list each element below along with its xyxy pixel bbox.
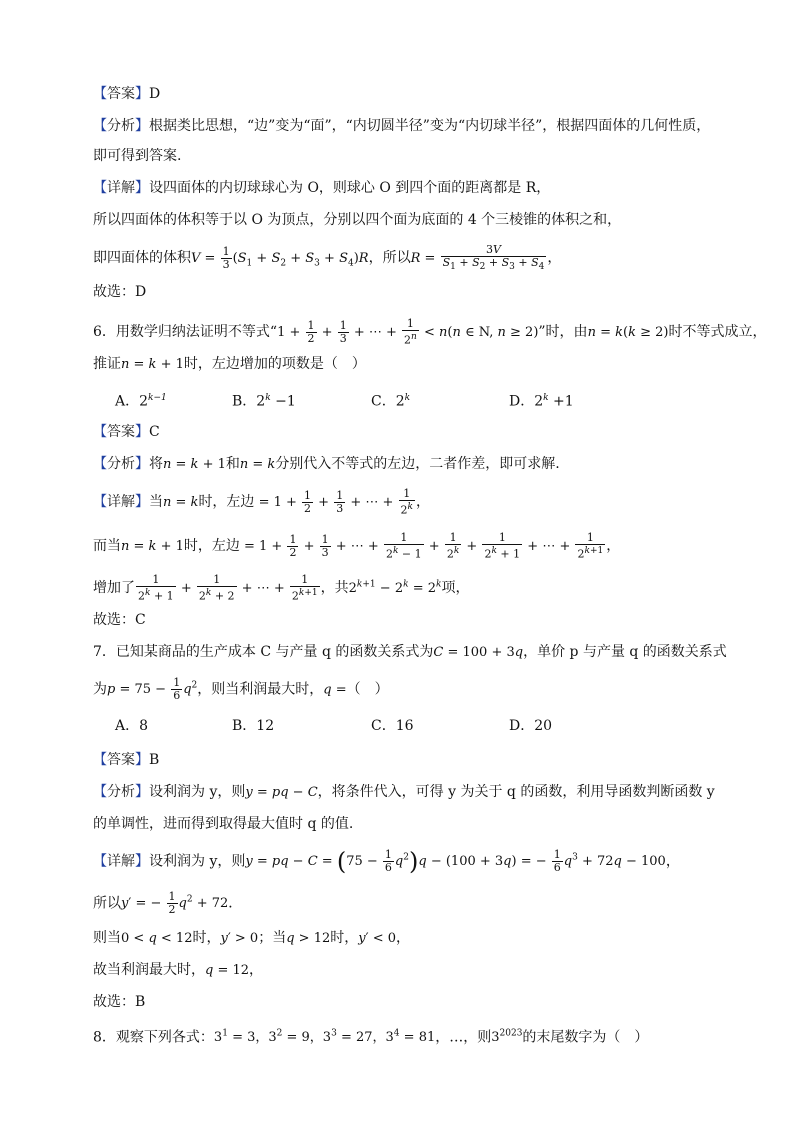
q6-answer: C [149, 424, 160, 440]
q7-cost-formula: C = 100 + 3q [433, 645, 524, 660]
detail-tag: 【详解】 [93, 493, 149, 510]
q7-stem1-pre: 7．已知某商品的生产成本 C 与产量 q 的函数关系式为 [93, 644, 434, 660]
q7-detail1-end: ， [665, 853, 680, 870]
q6-detail2-sum: = 1 + $\frac{1}{2}$ + $\frac{1}{3}$ + ⋯ + $\frac{1}{2^k - 1}$ + $\frac{1}{2^k}$ + $\frac{1}{2^k + 1}$ + ⋯ + $\frac{1}{2^{k+1}}$ [239, 531, 604, 561]
detail-tag: 【详解】 [93, 180, 149, 196]
detail-tag: 【详解】 [93, 853, 149, 870]
q7-detail1-pre: 设利润为 y，则 [149, 853, 246, 870]
q7-stem2-post: ，则当利润最大时， [197, 681, 324, 698]
q7-option-a: A．8 [115, 718, 149, 734]
q5-detail-line2 [93, 210, 621, 230]
q6-option-b: B．$2^k -1$ [232, 393, 296, 410]
q6-stem-line2 [93, 354, 366, 375]
q6-stem2-post: 时，左边增加的项数是（ ） [183, 356, 366, 372]
q7-price-formula: p = 75 − $\frac{1}{6}$ $q^2$ [107, 676, 198, 703]
q5-analysis-text2: 即可得到答案. [93, 148, 182, 164]
q6-detail-line1 [93, 488, 430, 517]
q5-answer: D [149, 86, 161, 102]
q6-detail2-pre: 而当 [93, 537, 121, 554]
q6-analysis-pre: 将 [149, 456, 163, 472]
q6-stem1-pre: 6．用数学归纳法证明不等式“ [93, 323, 278, 340]
q6-stem-line1 [93, 318, 766, 347]
q6-detail1-end: ， [416, 493, 430, 510]
q7-detail-line1 [93, 848, 680, 874]
q7-stem1-post: ，单价 p 与产量 q 的函数关系式 [523, 644, 727, 660]
q5-detail-text2: 所以四面体的体积等于以 O 为顶点，分别以四个面为底面的 4 个三棱锥的体积之和， [93, 212, 622, 228]
q6-n-equals-k: n = k(k ≥ 2) [587, 324, 669, 340]
q6-detail3-mid: ，共 [320, 579, 349, 596]
q7-analysis-line2 [93, 814, 353, 834]
analysis-tag: 【分析】 [93, 456, 149, 472]
q6-detail1-mid: 时，左边 [198, 493, 255, 510]
q6-conclusion [93, 610, 146, 630]
q6-analysis-expr1: n = k + 1 [163, 457, 226, 472]
q7-profit-def: y = pq − C [245, 785, 318, 800]
q7-option-b: B．12 [232, 718, 275, 734]
q7-detail3-a: 则当 [93, 930, 121, 946]
q6-analysis-mid2: 分别代入不等式的左边，二者作差，即可求解. [275, 456, 560, 472]
q5-conclusion [93, 282, 146, 302]
q6-analysis-line [93, 454, 560, 475]
q7-detail3-c: ；当 [258, 930, 287, 946]
q6-detail3-count: $2^{k+1} - 2^k = 2^k$ [348, 579, 442, 596]
q6-conclusion-text: 故选：C [93, 612, 146, 628]
q8-target-power: $3^{2023}$ [491, 1029, 523, 1046]
q7-detail-line3 [93, 928, 410, 949]
q8-stem-post: ，…，则 [435, 1029, 492, 1046]
q6-detail2-mid: 时，左边 [183, 537, 240, 554]
q7-option-d: D．20 [509, 718, 553, 734]
q5-analysis-text1: 根据类比思想，“边”变为“面”，“内切圆半径”变为“内切球半径”，根据四面体的几何性质， [149, 118, 711, 134]
q8-stem-pre: 8．观察下列各式： [93, 1029, 214, 1046]
q7-stem-line2 [93, 676, 389, 702]
q7-profit-expansion: y = pq − C = (75 − $\frac{1}{6}$ $q^2)q - (100 + 3q)$ = − $\frac{1}{6}$ $q^3 + 72q - 100$ [245, 847, 666, 876]
q7-analysis-line1 [93, 782, 715, 803]
q7-detail3-d: 时， [330, 930, 359, 946]
q7-q-result: q = 12 [205, 963, 250, 978]
q7-detail2-pre: 所以 [93, 895, 121, 912]
q6-stem1-end: 时不等式成立， [668, 323, 767, 340]
q5-detail-text3-pre: 即四面体的体积 [93, 250, 191, 267]
q6-analysis-expr2: n = k [239, 457, 276, 472]
q7-detail3-b: 时， [192, 930, 221, 946]
q6-detail3-end: 项， [441, 579, 470, 596]
q6-option-c: C．2$^k$ [371, 393, 411, 410]
q7-detail-line4 [93, 960, 263, 981]
volume-formula: V = $\frac{1}{3}$ $(S_1 + S_2 + S_3 + S_4)R$ [191, 245, 369, 272]
q7-stem-line1 [93, 642, 727, 663]
q7-sign2: y′ < 0 [358, 931, 396, 946]
q6-inequality: 1 + $\frac{1}{2}$ + $\frac{1}{3}$ + ⋯ + $\frac{1}{2^n}$ < n(n ∈ N, n ≥ 2) [277, 317, 539, 347]
q6-detail1-sum: = 1 + $\frac{1}{2}$ + $\frac{1}{3}$ + ⋯ + $\frac{1}{2^k}$ [254, 487, 413, 517]
q6-detail-line3 [93, 574, 469, 603]
q7-analysis2: 的单调性，进而得到取得最大值时 q 的值. [93, 816, 354, 832]
answer-tag: 【答案】 [93, 424, 149, 440]
q6-stem1-post: ”时，由 [538, 323, 588, 340]
q6-detail1-pre: 当 [149, 493, 163, 510]
q5-detail-text1: 设四面体的内切球球心为 O，则球心 O 到四个面的距离都是 R， [149, 180, 551, 196]
q5-analysis-line1 [93, 116, 710, 136]
q8-stem-end: 的末尾数字为（ ） [522, 1029, 649, 1046]
q7-range1: 0 < q < 12 [121, 931, 193, 946]
q5-analysis-line2 [93, 146, 181, 166]
q7-conclusion-text: 故选：B [93, 994, 146, 1010]
q5-answer-line [93, 84, 160, 104]
q7-detail-line2 [93, 890, 242, 916]
q7-detail4-end: ， [249, 962, 264, 978]
q6-n-equals-k-plus-1: n = k + 1 [121, 357, 184, 372]
q5-conclusion-text: 故选：D [93, 284, 147, 300]
q5-detail-line3 [93, 244, 561, 274]
q7-range2: q > 12 [286, 931, 331, 946]
q7-detail3-e: ， [396, 930, 410, 946]
q6-stem2-pre: 推证 [93, 356, 121, 372]
q7-answer: B [149, 752, 160, 768]
q8-powers: $3^1 = 3$，$3^2 = 9$，$3^3 = 27$，$3^4 = 81$ [213, 1029, 436, 1046]
q7-derivative: y′ = − $\frac{1}{2}$ $q^2 + 72$ [121, 890, 229, 917]
q7-analysis1-post: ，将条件代入，可得 y 为关于 q 的函数，利用导函数判断函数 y [317, 784, 715, 800]
q7-stem2-end: （ ） [346, 681, 389, 698]
q6-detail2-end: ， [606, 537, 621, 554]
q7-detail2-end: ． [228, 895, 243, 912]
radius-formula: R = $\frac{3V}{S_1 + S_2 + S_3 + S_4}$ [410, 243, 545, 273]
q6-detail2-expr: n = k + 1 [121, 538, 184, 554]
q7-analysis1-pre: 设利润为 y，则 [149, 784, 246, 800]
q6-option-d: D．$2^k +1$ [509, 393, 574, 410]
q5-detail-text3-mid: ，所以 [368, 250, 411, 267]
analysis-tag: 【分析】 [93, 784, 149, 800]
answer-tag: 【答案】 [93, 86, 149, 102]
q6-detail-line2 [93, 532, 620, 561]
q7-answer-line [93, 750, 159, 770]
q6-answer-line [93, 422, 160, 442]
q7-detail4-pre: 故当利润最大时， [93, 962, 205, 978]
q6-detail3-sum: $\frac{1}{2^k + 1}$ + $\frac{1}{2^k + 2}$ + ⋯ + $\frac{1}{2^{k+1}}$ [138, 573, 318, 603]
q7-sign1: y′ > 0 [220, 931, 259, 946]
q6-analysis-mid1: 和 [225, 456, 240, 472]
q7-stem2-pre: 为 [93, 681, 107, 698]
q7-option-c: C．16 [371, 718, 414, 734]
q7-q-equals: q = [323, 682, 347, 698]
q6-detail3-pre: 增加了 [93, 579, 135, 596]
q5-detail-text3-end: ， [547, 250, 562, 267]
q6-detail1-expr1: n = k [163, 494, 199, 510]
q6-option-a: A．$2^{k-1}$ [115, 393, 167, 410]
q7-conclusion [93, 992, 145, 1012]
answer-tag: 【答案】 [93, 752, 149, 768]
q8-stem-line [93, 1024, 648, 1048]
analysis-tag: 【分析】 [93, 118, 149, 134]
q5-detail-line1 [93, 178, 550, 198]
